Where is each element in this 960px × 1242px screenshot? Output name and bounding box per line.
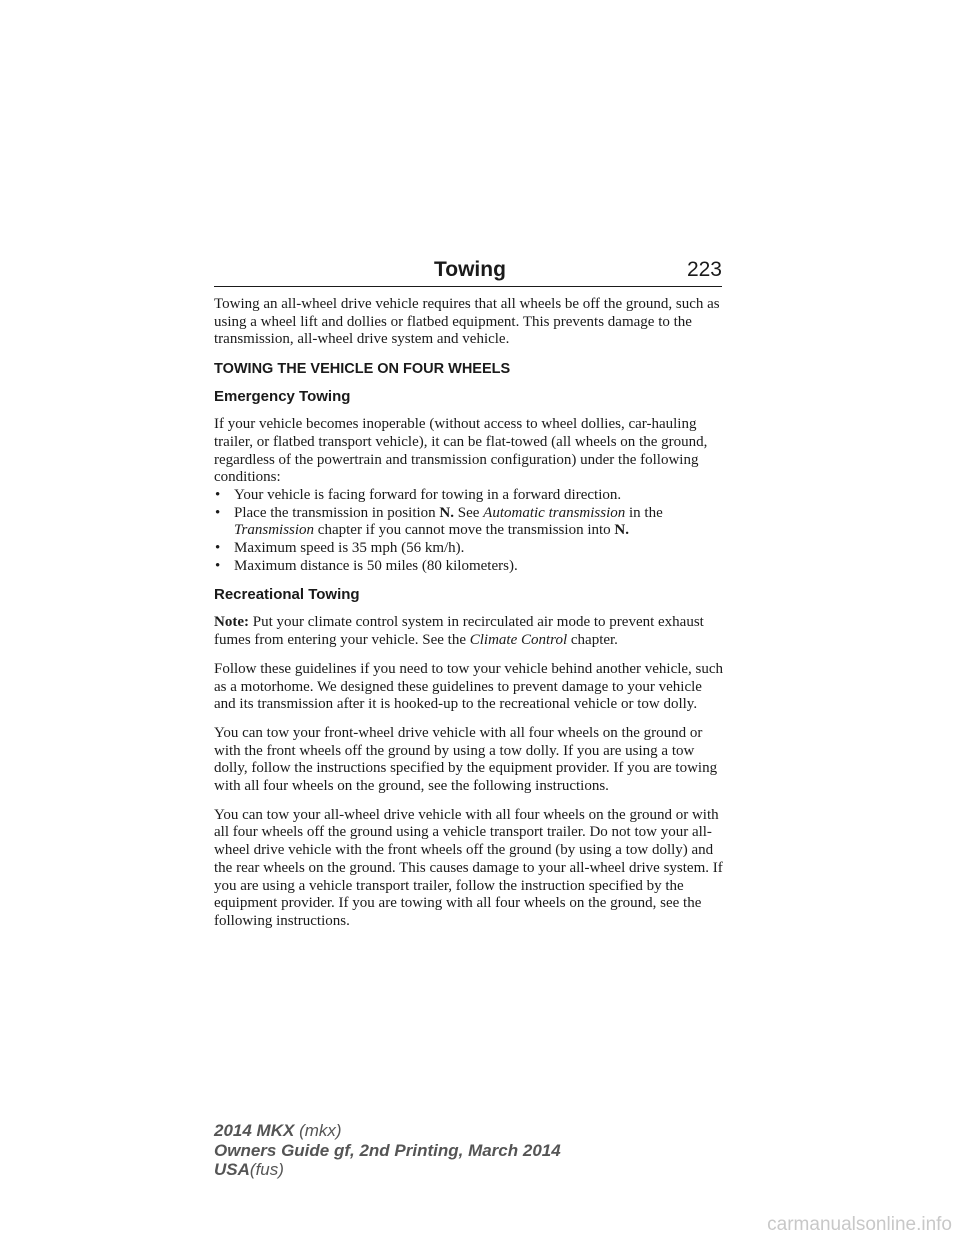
bullet-icon: • — [215, 504, 221, 521]
guidelines-paragraph: Follow these guidelines if you need to tow your vehicle behind another vehicle, such as a motorhome. We designed these guidelines to prevent damage to your vehicle and its transmission after it is hooked-up to the recreational vehicle or tow dolly. — [214, 660, 724, 713]
emergency-towing-heading: Emergency Towing — [214, 388, 351, 406]
list-item-text: See — [454, 504, 484, 521]
footer-market: USA — [214, 1160, 250, 1179]
list-item-text: Maximum distance is 50 miles (80 kilometers). — [234, 557, 518, 574]
list-item-text: chapter if you cannot move the transmission into — [314, 522, 615, 539]
bullet-icon: • — [215, 557, 221, 574]
list-item-text: Maximum speed is 35 mph (56 km/h). — [234, 540, 465, 557]
list-item — [214, 505, 726, 540]
section-reference: Automatic transmission — [483, 504, 626, 521]
gear-position-n: N. — [614, 522, 629, 539]
chapter-reference: Transmission — [234, 522, 315, 539]
list-item — [214, 558, 726, 576]
bullet-icon: • — [215, 486, 221, 503]
gear-position-n: N. — [439, 504, 454, 521]
front-wheel-drive-paragraph: You can tow your front-wheel drive vehicle with all four wheels on the ground or with the front wheels off the ground by using a tow dolly. If you are using a tow dolly, follow the instructions specified by the equipment provider. If you are towing with all four wheels on the ground, see the following instructions. — [214, 724, 718, 795]
footer-model: 2014 MKX — [214, 1121, 295, 1140]
bullet-icon: • — [215, 540, 221, 557]
page-content — [214, 296, 726, 942]
list-item-text: in the — [625, 504, 663, 521]
note-text: chapter. — [567, 632, 618, 649]
list-item — [214, 487, 726, 505]
page-number: 223 — [686, 258, 722, 281]
page-header — [214, 256, 722, 287]
footer-guide: Owners Guide gf, 2nd Printing, March 2014 — [214, 1140, 561, 1160]
list-item — [214, 540, 726, 558]
note-label: Note: — [214, 614, 249, 631]
footer-market-code: (fus) — [249, 1160, 284, 1179]
chapter-title: Towing — [434, 258, 506, 281]
note-text: Put your climate control system in recirculated air mode to prevent exhaust fumes from entering your vehicle. See the — [214, 614, 704, 649]
recreational-towing-heading: Recreational Towing — [214, 586, 360, 604]
footer-model-code: (mkx) — [299, 1121, 342, 1140]
page-footer — [214, 1121, 561, 1180]
chapter-reference: Climate Control — [469, 632, 568, 649]
section-heading: TOWING THE VEHICLE ON FOUR WHEELS — [214, 361, 511, 378]
all-wheel-drive-paragraph: You can tow your all-wheel drive vehicle with all four wheels on the ground or with all four wheels off the ground using a vehicle transport trailer. Do not tow your all-wheel drive vehicle with the front wheels off the ground (by using a tow dolly) and the rear wheels on the ground. This causes damage to your all-wheel drive system. If you are using a vehicle transport trailer, follow the instruction specified by the equipment provider. If you are towing with all four wheels on the ground, see the following instructions. — [214, 806, 723, 929]
list-item-text: Your vehicle is facing forward for towing in a forward direction. — [234, 486, 622, 503]
list-item-text: Place the transmission in position — [234, 504, 440, 521]
note-paragraph — [214, 614, 726, 649]
intro-paragraph: Towing an all-wheel drive vehicle requires that all wheels be off the ground, such as using a wheel lift and dollies or flatbed equipment. This prevents damage to the transmission, all-wheel drive system and vehicle. — [214, 296, 720, 348]
emergency-towing-paragraph: If your vehicle becomes inoperable (without access to wheel dollies, car-hauling trailer, or flatbed transport vehicle), it can be flat-towed (all wheels on the ground, regardless of the powertrain and transmission configuration) under the following conditions: — [214, 416, 708, 486]
watermark: carmanualsonline.info — [767, 1214, 952, 1235]
conditions-list — [214, 487, 726, 576]
